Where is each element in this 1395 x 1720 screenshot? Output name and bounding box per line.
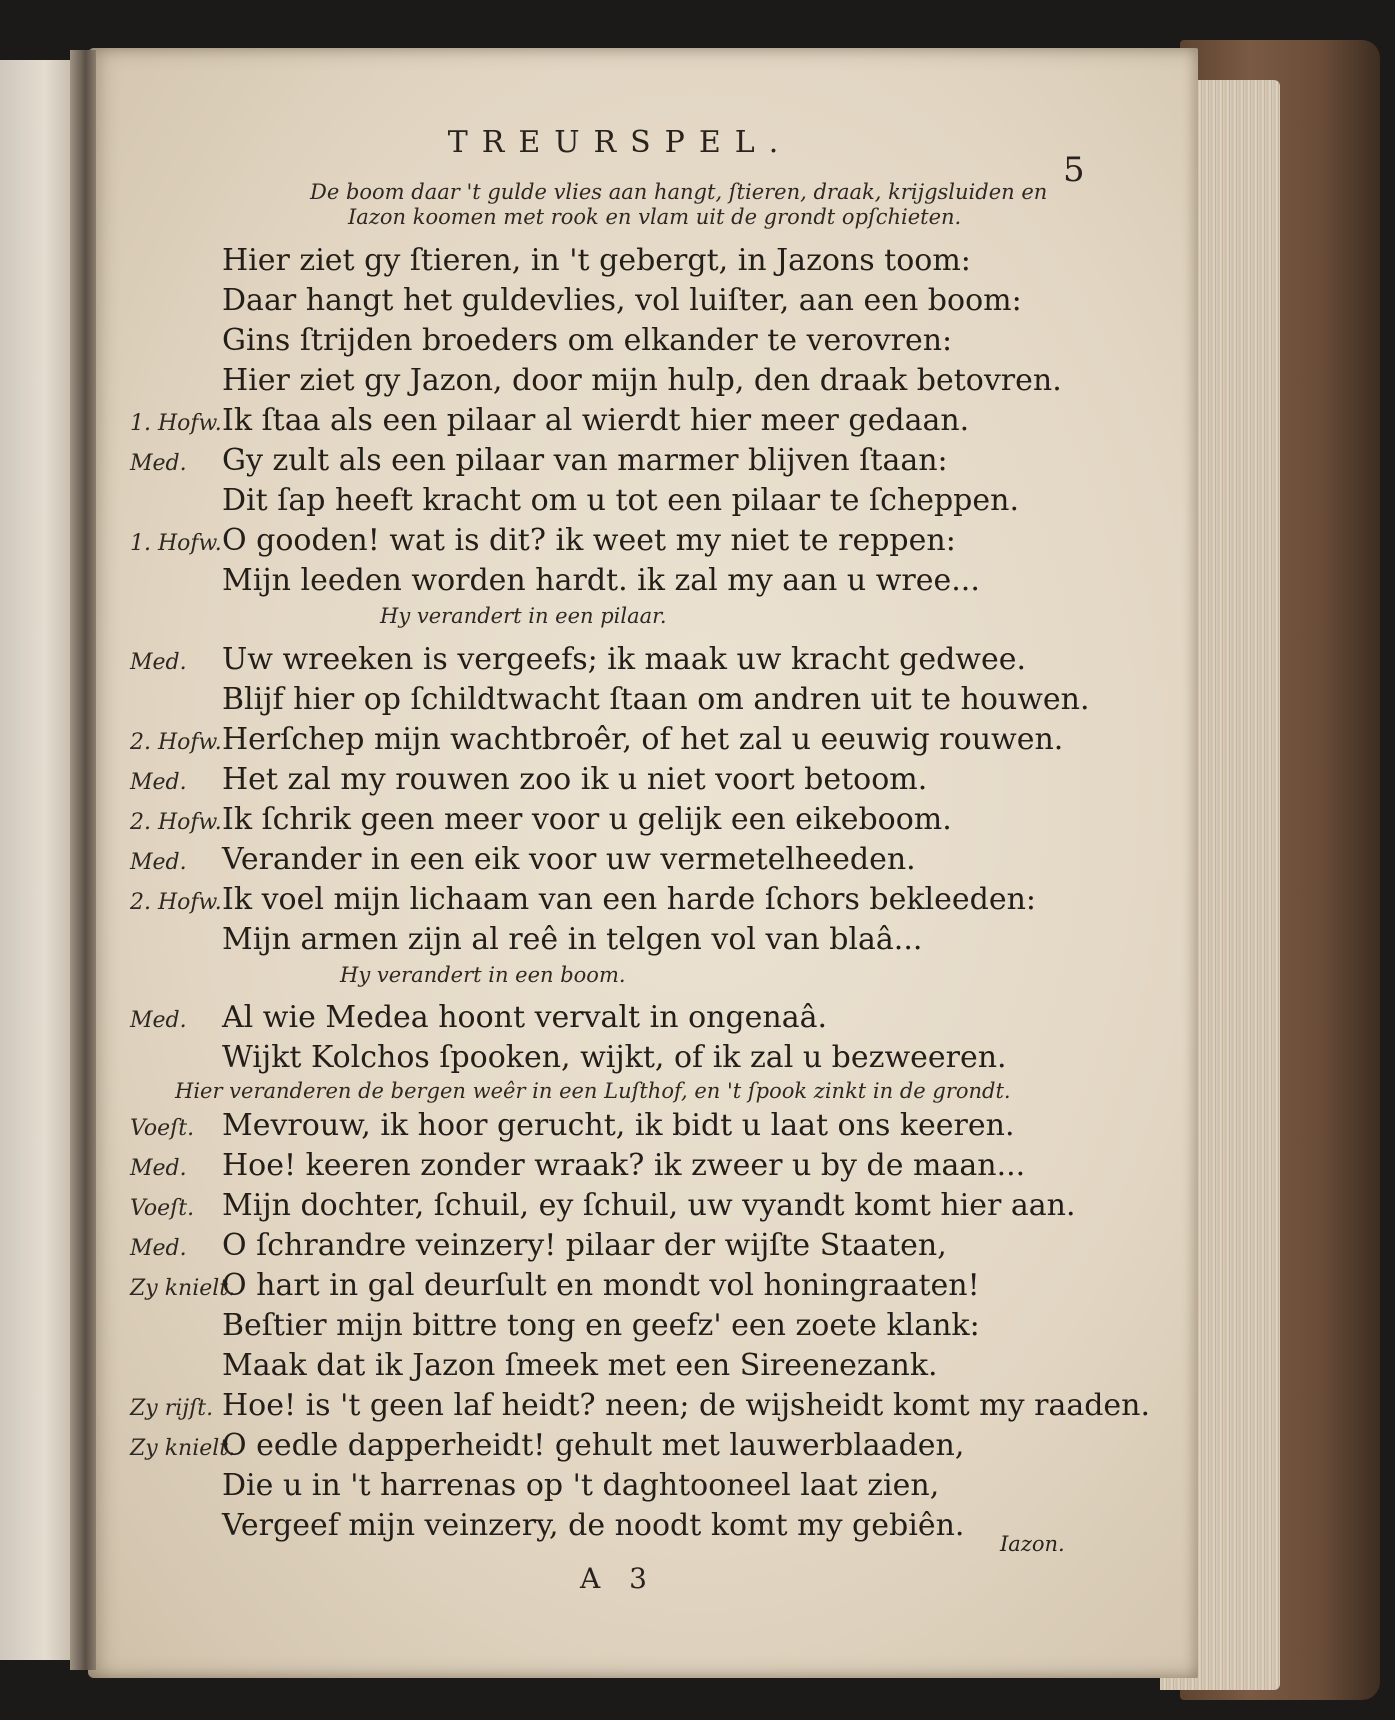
verse-text: O ſchrandre veinzery! pilaar der wijſte Staaten, [222,1228,947,1263]
inline-stage-direction: Hy verandert in een boom. [340,963,626,987]
speaker-label: Med. [130,1156,187,1181]
verse-line [130,1228,947,1266]
verse-text: Beſtier mijn bittre tong en geefz' een zoete klank: [222,1308,980,1343]
verse-text: Gins ſtrijden broeders om elkander te verovren: [222,323,953,358]
verse-line [130,1308,980,1346]
verse-line [130,922,922,960]
verse-line [130,1040,1007,1078]
verse-line [130,1108,1015,1146]
verse-text: Blijf hier op ſchildtwacht ſtaan om andren uit te houwen. [222,682,1090,717]
verse-text: Mijn armen zijn al reê in telgen vol van blaâ... [222,922,923,957]
verse-text: Maak dat ik Jazon ſmeek met een Sireenezank. [222,1348,938,1383]
verse-text: Daar hangt het guldevlies, vol luiſter, aan een boom: [222,283,1022,318]
speaker-label: 1. Hofw. [130,411,222,436]
verse-line [130,323,952,361]
verse-text: O gooden! wat is dit? ik weet my niet te reppen: [222,523,956,558]
verse-line [130,523,956,561]
speaker-label: 2. Hofw. [130,890,222,915]
verse-line [130,1388,1150,1426]
verse-text: Herſchep mijn wachtbroêr, of het zal u eeuwig rouwen. [222,722,1064,757]
speaker-label: Zy knielt. [130,1436,236,1461]
speaker-label: 1. Hofw. [130,531,222,556]
page-number: 5 [1063,150,1085,190]
verse-text: Ik ſtaa als een pilaar al wierdt hier meer gedaan. [222,403,970,438]
verse-line [130,882,1036,920]
verse-text: Hier ziet gy ſtieren, in 't gebergt, in Jazons toom: [222,243,971,278]
speaker-label: Med. [130,1008,187,1033]
verse-line [130,842,916,880]
verse-line [130,1268,980,1306]
verse-line [130,443,948,481]
speaker-label: Med. [130,770,187,795]
speaker-label: Med. [130,1236,187,1261]
speaker-label: Med. [130,451,187,476]
verse-line [130,642,1026,680]
verse-text: Hoe! is 't geen laf heidt? neen; de wijsheidt komt my raaden. [222,1388,1151,1423]
verse-text: O eedle dapperheidt! gehult met lauwerblaaden, [222,1428,965,1463]
verse-line [130,483,1019,521]
verse-line [130,243,971,281]
verse-text: Uw wreeken is vergeefs; ik maak uw kracht gedwee. [222,642,1027,677]
speaker-label: 2. Hofw. [130,810,222,835]
speaker-label: Med. [130,650,187,675]
verse-line [130,363,1062,401]
verse-text: Hoe! keeren zonder wraak? ik zweer u by de maan... [222,1148,1026,1183]
speaker-label: Med. [130,850,187,875]
verse-text: Ik ſchrik geen meer voor u gelijk een eikeboom. [222,802,952,837]
verse-text: Verander in een eik voor uw vermetelheeden. [222,842,916,877]
verse-line [130,283,1022,321]
stage-direction-2: Iazon koomen met rook en vlam uit de grondt opſchieten. [348,205,962,229]
verse-text: Al wie Medea hoont vervalt in ongenaâ. [222,1000,828,1035]
verse-line [130,1508,964,1546]
verse-line [130,802,952,840]
verse-text: Mijn leeden worden hardt. ik zal my aan u wree... [222,563,980,598]
verse-line [130,1188,1076,1226]
verse-text: Wijkt Kolchos ſpooken, wijkt, of ik zal u bezweeren. [222,1040,1007,1075]
verse-text: O hart in gal deurſult en mondt vol honingraaten! [222,1268,980,1303]
verse-text: Die u in 't harrenas op 't daghtooneel laat zien, [222,1468,940,1503]
verse-text: Het zal my rouwen zoo ik u niet voort betoom. [222,762,928,797]
verse-text: Mevrouw, ik hoor gerucht, ik bidt u laat ons keeren. [222,1108,1015,1143]
verse-line [130,563,980,601]
verse-line [130,1148,1025,1186]
verse-line [130,1348,938,1386]
catchword: Iazon. [1000,1532,1065,1556]
verse-line [130,403,969,441]
verse-text: Dit ſap heeft kracht om u tot een pilaar te ſcheppen. [222,483,1019,518]
inline-stage-direction: Hier veranderen de bergen weêr in een Luſthof, en 't ſpook zinkt in de grondt. [175,1079,1011,1103]
verse-line [130,1428,964,1466]
verse-text: Hier ziet gy Jazon, door mijn hulp, den draak betovren. [222,363,1062,398]
speaker-label: 2. Hofw. [130,730,222,755]
signature-mark: A 3 [580,1562,657,1595]
verse-text: Gy zult als een pilaar van marmer blijven ſtaan: [222,443,948,478]
verse-text: Ik voel mijn lichaam van een harde ſchors bekleeden: [222,882,1037,917]
verse-line [130,762,927,800]
verse-text: Vergeef mijn veinzery, de noodt komt my gebiên. [222,1508,965,1543]
verse-line [130,722,1063,760]
verse-line [130,1000,827,1038]
verse-line [130,1468,939,1506]
inline-stage-direction: Hy verandert in een pilaar. [380,604,667,628]
running-head: TREURSPEL. [447,125,793,160]
speaker-label: Zy rijſt. [130,1396,214,1421]
verse-text: Mijn dochter, ſchuil, ey ſchuil, uw vyandt komt hier aan. [222,1188,1076,1223]
book-gutter [70,50,96,1670]
speaker-label: Voeſt. [130,1116,195,1141]
speaker-label: Zy knielt. [130,1276,236,1301]
stage-direction-1: De boom daar 't gulde vlies aan hangt, ſtieren, draak, krijgsluiden en [310,180,1048,204]
speaker-label: Voeſt. [130,1196,195,1221]
verse-line [130,682,1090,720]
